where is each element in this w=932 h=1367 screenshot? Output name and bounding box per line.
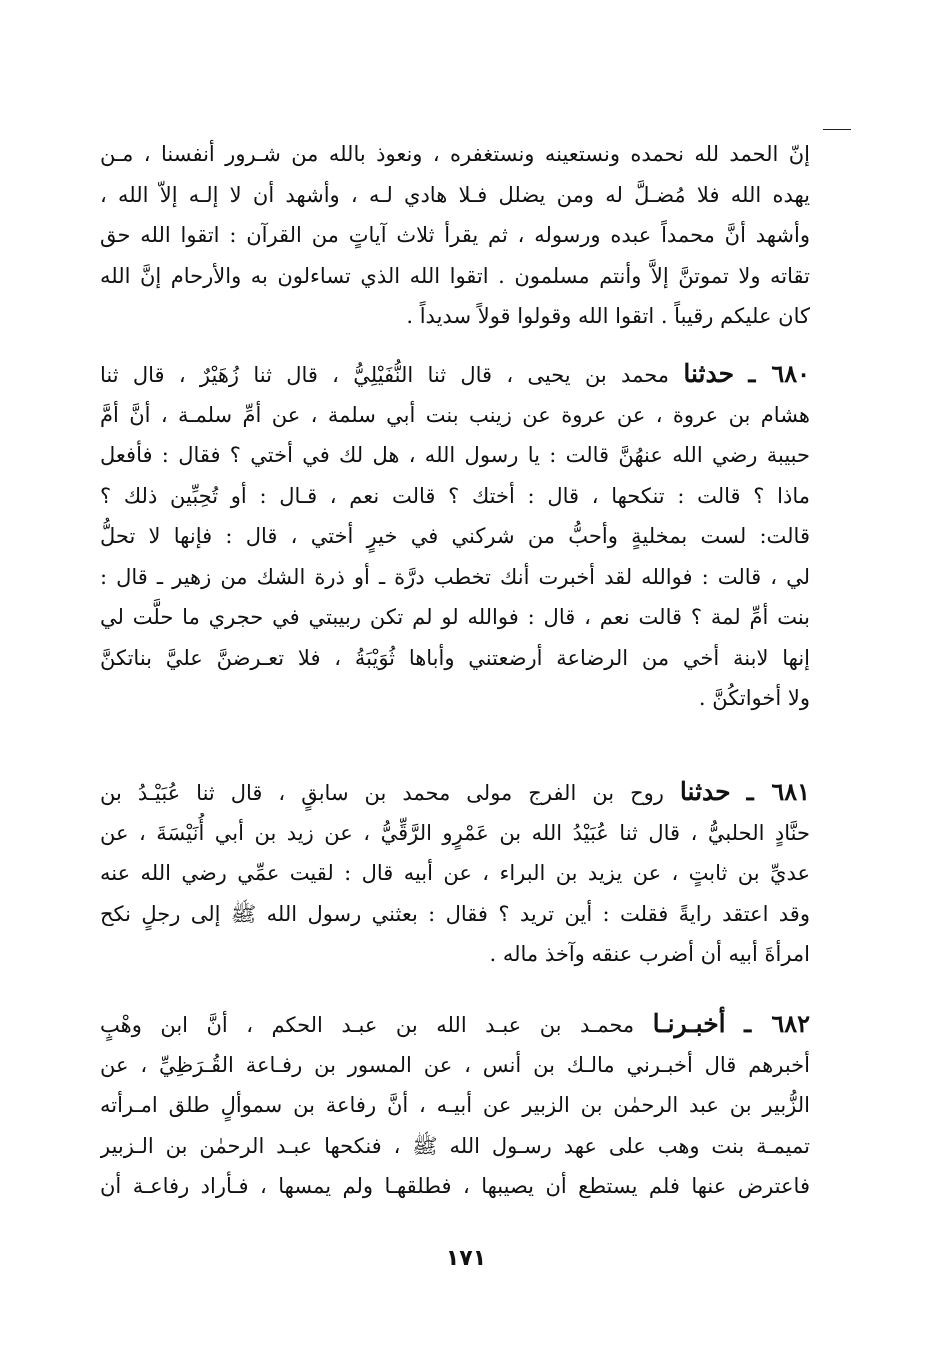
header-rule xyxy=(823,129,851,130)
text-line: حبيبة رضي الله عنهُنَّ قالت : يا رسول الله ، هل لك في أختي ؟ فقال : فأفعل xyxy=(100,443,810,467)
hadith-681 xyxy=(100,772,810,975)
text-line: لي ، قالت : فوالله لقد أخبرت أنك تخطب درَّة ـ أو ذرة الشك من زهير ـ قال : xyxy=(100,564,810,589)
text-line: روح بن الفرج مولى محمد بن سابقٍ ، قال ثنا عُبَيْـدُ بن xyxy=(100,781,664,805)
text-line: محمد بن يحيى ، قال ثنا النُّفَيْلِيُّ ، قال ثنا زُهَيْرٌ ، قال ثنا xyxy=(100,363,670,387)
page-number: ١٧١ xyxy=(445,1246,487,1271)
hadith-keyword: حدثنا xyxy=(683,359,735,388)
text-line: حنَّادٍ الحلبيُّ ، قال ثنا عُبَيْدُ الله بن عَمْرٍو الرَّقِّيُّ ، عن زيد بن أبي أُنَيْسَةَ ، عن xyxy=(100,820,810,845)
text-line: تقاته ولا تموتنَّ إلاَّ وأنتم مسلمون . اتقوا الله الذي تساءلون به والأرحام إنَّ الله xyxy=(100,263,810,288)
hadith-keyword: حدثنا xyxy=(679,777,731,806)
text-line: كان عليكم رقيباً . اتقوا الله وقولوا قولاً سديداً . xyxy=(406,304,810,328)
text-line: يهده الله فلا مُضـلَّ له ومن يضلل فـلا هادي لـه ، وأشهد أن لا إلـه إلاّ الله ، xyxy=(100,182,810,207)
text-line: الزُّبير بن عبد الرحمٰن بن الزبير عن أبيـه ، أنَّ رفاعة بن سموألٍ طلق امـرأته xyxy=(100,1093,810,1117)
text-line: وقد اعتقد رايةً فقلت : أين تريد ؟ فقال : بعثني رسول الله ﷺ إلى رجلٍ نكح xyxy=(100,901,810,926)
text-line: بنت أمِّ لمة ؟ قالت نعم ، قال : فوالله لو لم تكن ربيبتي في حجري ما حلَّت لي xyxy=(100,605,810,629)
hadith-keyword: أخبـرنـا xyxy=(652,1009,726,1038)
hadith-number: ٦٨٢ ـ xyxy=(744,1009,810,1038)
text-line: أخبرهم قال أخبـرني مالـك بن أنس ، عن المسور بن رفـاعة القُـرَظِيِّ ، عن xyxy=(100,1052,810,1077)
text-line: إنها لابنة أخي من الرضاعة أرضعتني وأباها ثُوَيْبَةُ ، فلا تعـرضنَّ عليَّ بناتكنَّ xyxy=(100,645,810,670)
text-line: وأشهد أنَّ محمداً عبده ورسوله ، ثم يقرأ ثلاث آياتٍ من القرآن : اتقوا الله حق xyxy=(100,223,810,247)
text-line: امرأةَ أبيه أن أضرب عنقه وآخذ ماله . xyxy=(489,942,810,966)
hadith-680 xyxy=(100,354,810,719)
hadith-number: ٦٨١ ـ xyxy=(746,777,810,806)
text-line: تميمـة بنت وهب على عهد رسـول الله ﷺ ، فنكحها عبـد الرحمٰن بن الـزبير xyxy=(100,1133,810,1158)
intro-paragraph xyxy=(100,134,810,337)
hadith-first-line xyxy=(100,1004,810,1045)
text-line: قالت: لست بمخليةٍ وأحبُّ من شركني في خيرٍ أختي ، قال : فإنها لا تحلُّ xyxy=(100,524,810,548)
text-line: هشام بن عروة ، عن عروة عن زينب بنت أبي سلمة ، عن أمِّ سلمـة ، أنَّ أمَّ xyxy=(100,402,810,427)
text-line: ولا أخواتكُنَّ . xyxy=(698,686,810,710)
hadith-number: ٦٨٠ ـ xyxy=(748,359,810,388)
text-line: محمـد بن عبـد الله بن عبـد الحكم ، أنَّ ابن وهْبٍ xyxy=(100,1013,635,1037)
text-line: ماذا ؟ قالت : تنكحها ، قال : أختك ؟ قالت نعم ، قـال : أو تُحِبِّين ذلك ؟ xyxy=(100,483,810,508)
text-line: عديِّ بن ثابتٍ ، عن يزيد بن البراء ، عن أبيه قال : لقيت عمِّي رضي الله عنه xyxy=(100,861,810,885)
hadith-first-line xyxy=(100,772,810,813)
hadith-682 xyxy=(100,1004,810,1207)
text-line: فاعترض عنها فلم يستطع أن يصيبها ، فطلقهـا ولم يمسها ، فـأراد رفاعـة أن xyxy=(100,1174,810,1198)
hadith-first-line xyxy=(100,354,810,395)
text-line: إنّ الحمد لله نحمده ونستعينه ونستغفره ، ونعوذ بالله من شـرور أنفسنا ، مـن xyxy=(100,142,810,166)
